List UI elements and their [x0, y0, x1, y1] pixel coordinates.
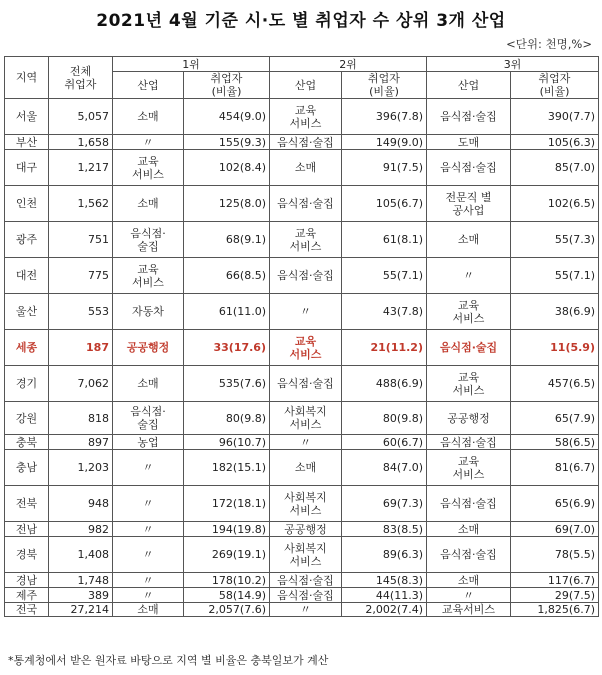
rank1-value-cell: 172(18.1) [184, 486, 270, 522]
rank2-value-cell: 60(6.7) [342, 435, 427, 450]
rank2-value-cell: 91(7.5) [342, 150, 427, 186]
rank1-value-cell: 155(9.3) [184, 135, 270, 150]
rank3-value-cell: 65(6.9) [511, 486, 599, 522]
total-cell: 1,748 [49, 573, 113, 588]
rank1-industry-cell: 교육 서비스 [113, 150, 184, 186]
rank2-value-cell: 55(7.1) [342, 258, 427, 294]
rank3-industry-cell: 음식점·술집 [427, 330, 511, 366]
rank3-value-cell: 117(6.7) [511, 573, 599, 588]
table-row [5, 366, 599, 402]
rank1-value-cell: 178(10.2) [184, 573, 270, 588]
rank2-value-cell: 21(11.2) [342, 330, 427, 366]
rank1-value-cell: 182(15.1) [184, 450, 270, 486]
rank3-industry-cell: 소매 [427, 522, 511, 537]
employment-table [4, 56, 599, 617]
header-employed-3: 취업자 (비율) [511, 72, 599, 99]
footnote: *통계청에서 받은 원자료 바탕으로 지역 별 비율은 충북일보가 계산 [8, 654, 329, 667]
rank2-industry-cell: 교육 서비스 [270, 222, 342, 258]
rank3-value-cell: 102(6.5) [511, 186, 599, 222]
rank2-value-cell: 84(7.0) [342, 450, 427, 486]
total-cell: 897 [49, 435, 113, 450]
rank1-industry-cell: 〃 [113, 573, 184, 588]
rank3-industry-cell: 음식점·술집 [427, 435, 511, 450]
rank3-value-cell: 65(7.9) [511, 402, 599, 435]
rank1-value-cell: 454(9.0) [184, 99, 270, 135]
rank3-value-cell: 29(7.5) [511, 588, 599, 603]
total-cell: 553 [49, 294, 113, 330]
header-total: 전체 취업자 [49, 57, 113, 99]
rank2-value-cell: 83(8.5) [342, 522, 427, 537]
region-cell: 광주 [5, 222, 49, 258]
rank2-value-cell: 149(9.0) [342, 135, 427, 150]
rank1-value-cell: 96(10.7) [184, 435, 270, 450]
rank3-value-cell: 1,825(6.7) [511, 603, 599, 617]
page-title: 2021년 4월 기준 시·도 별 취업자 수 상위 3개 산업 [96, 11, 506, 31]
rank2-value-cell: 43(7.8) [342, 294, 427, 330]
rank2-industry-cell: 〃 [270, 603, 342, 617]
region-cell: 경남 [5, 573, 49, 588]
region-cell: 대전 [5, 258, 49, 294]
region-cell: 세종 [5, 330, 49, 366]
rank2-value-cell: 2,002(7.4) [342, 603, 427, 617]
rank1-industry-cell: 〃 [113, 135, 184, 150]
rank1-industry-cell: 〃 [113, 588, 184, 603]
rank3-value-cell: 38(6.9) [511, 294, 599, 330]
total-cell: 27,214 [49, 603, 113, 617]
rank3-industry-cell: 소매 [427, 222, 511, 258]
total-cell: 1,408 [49, 537, 113, 573]
rank3-value-cell: 390(7.7) [511, 99, 599, 135]
rank2-industry-cell: 사회복지 서비스 [270, 402, 342, 435]
region-cell: 전남 [5, 522, 49, 537]
rank1-value-cell: 58(14.9) [184, 588, 270, 603]
table-row [5, 294, 599, 330]
table-row [5, 258, 599, 294]
rank3-industry-cell: 교육 서비스 [427, 366, 511, 402]
table-row [5, 573, 599, 588]
rank3-industry-cell: 소매 [427, 573, 511, 588]
table-row [5, 537, 599, 573]
unit-note: <단위: 천명,%> [506, 37, 592, 51]
rank2-industry-cell: 〃 [270, 294, 342, 330]
rank1-industry-cell: 소매 [113, 603, 184, 617]
rank2-value-cell: 61(8.1) [342, 222, 427, 258]
rank2-industry-cell: 〃 [270, 435, 342, 450]
region-cell: 강원 [5, 402, 49, 435]
rank3-value-cell: 78(5.5) [511, 537, 599, 573]
rank3-industry-cell: 교육 서비스 [427, 450, 511, 486]
header-employed-2: 취업자 (비율) [342, 72, 427, 99]
table-row [5, 330, 599, 366]
total-cell: 751 [49, 222, 113, 258]
total-cell: 5,057 [49, 99, 113, 135]
rank1-value-cell: 61(11.0) [184, 294, 270, 330]
region-cell: 부산 [5, 135, 49, 150]
table-row [5, 435, 599, 450]
table-row [5, 135, 599, 150]
region-cell: 인천 [5, 186, 49, 222]
rank3-industry-cell: 교육 서비스 [427, 294, 511, 330]
table-body [5, 99, 599, 617]
rank2-value-cell: 488(6.9) [342, 366, 427, 402]
rank1-value-cell: 33(17.6) [184, 330, 270, 366]
table-row [5, 186, 599, 222]
rank1-value-cell: 535(7.6) [184, 366, 270, 402]
rank2-industry-cell: 공공행정 [270, 522, 342, 537]
rank2-industry-cell: 음식점·술집 [270, 258, 342, 294]
rank1-value-cell: 102(8.4) [184, 150, 270, 186]
total-cell: 948 [49, 486, 113, 522]
total-cell: 1,217 [49, 150, 113, 186]
rank2-value-cell: 105(6.7) [342, 186, 427, 222]
rank3-value-cell: 457(6.5) [511, 366, 599, 402]
table-row [5, 450, 599, 486]
rank3-value-cell: 85(7.0) [511, 150, 599, 186]
rank1-industry-cell: 소매 [113, 366, 184, 402]
table-row [5, 588, 599, 603]
rank1-value-cell: 194(19.8) [184, 522, 270, 537]
rank1-value-cell: 125(8.0) [184, 186, 270, 222]
header-region: 지역 [5, 57, 49, 99]
rank2-value-cell: 69(7.3) [342, 486, 427, 522]
total-cell: 982 [49, 522, 113, 537]
rank3-value-cell: 105(6.3) [511, 135, 599, 150]
rank3-industry-cell: 전문직 별 공사업 [427, 186, 511, 222]
total-cell: 1,203 [49, 450, 113, 486]
rank2-industry-cell: 음식점·술집 [270, 573, 342, 588]
region-cell: 전북 [5, 486, 49, 522]
rank1-value-cell: 68(9.1) [184, 222, 270, 258]
table-row [5, 402, 599, 435]
region-cell: 경기 [5, 366, 49, 402]
header-industry-3: 산업 [427, 72, 511, 99]
rank3-industry-cell: 〃 [427, 588, 511, 603]
rank3-industry-cell: 공공행정 [427, 402, 511, 435]
region-cell: 경북 [5, 537, 49, 573]
rank1-value-cell: 269(19.1) [184, 537, 270, 573]
rank3-industry-cell: 도매 [427, 135, 511, 150]
rank1-industry-cell: 〃 [113, 537, 184, 573]
rank3-value-cell: 55(7.1) [511, 258, 599, 294]
rank2-value-cell: 396(7.8) [342, 99, 427, 135]
table-row [5, 222, 599, 258]
rank1-industry-cell: 농업 [113, 435, 184, 450]
total-cell: 187 [49, 330, 113, 366]
total-cell: 818 [49, 402, 113, 435]
rank2-value-cell: 89(6.3) [342, 537, 427, 573]
rank1-industry-cell: 〃 [113, 450, 184, 486]
region-cell: 충북 [5, 435, 49, 450]
table-row [5, 603, 599, 617]
region-cell: 울산 [5, 294, 49, 330]
total-cell: 1,562 [49, 186, 113, 222]
header-rank2: 2위 [270, 57, 427, 72]
total-cell: 7,062 [49, 366, 113, 402]
rank2-value-cell: 44(11.3) [342, 588, 427, 603]
rank2-industry-cell: 음식점·술집 [270, 366, 342, 402]
header-rank3: 3위 [427, 57, 599, 72]
rank3-value-cell: 69(7.0) [511, 522, 599, 537]
rank1-industry-cell: 공공행정 [113, 330, 184, 366]
rank1-industry-cell: 음식점· 술집 [113, 402, 184, 435]
region-cell: 충남 [5, 450, 49, 486]
rank2-value-cell: 145(8.3) [342, 573, 427, 588]
rank2-industry-cell: 소매 [270, 150, 342, 186]
table-row [5, 486, 599, 522]
rank3-value-cell: 55(7.3) [511, 222, 599, 258]
rank1-industry-cell: 소매 [113, 99, 184, 135]
header-rank1: 1위 [113, 57, 270, 72]
rank1-industry-cell: 교육 서비스 [113, 258, 184, 294]
rank2-industry-cell: 교육 서비스 [270, 330, 342, 366]
region-cell: 제주 [5, 588, 49, 603]
rank3-industry-cell: 음식점·술집 [427, 486, 511, 522]
total-cell: 775 [49, 258, 113, 294]
rank2-industry-cell: 음식점·술집 [270, 186, 342, 222]
total-cell: 1,658 [49, 135, 113, 150]
rank1-value-cell: 2,057(7.6) [184, 603, 270, 617]
rank1-value-cell: 66(8.5) [184, 258, 270, 294]
rank2-industry-cell: 음식점·술집 [270, 588, 342, 603]
rank2-industry-cell: 사회복지 서비스 [270, 486, 342, 522]
region-cell: 대구 [5, 150, 49, 186]
rank1-industry-cell: 〃 [113, 522, 184, 537]
total-cell: 389 [49, 588, 113, 603]
rank3-industry-cell: 음식점·술집 [427, 99, 511, 135]
rank3-value-cell: 11(5.9) [511, 330, 599, 366]
rank2-value-cell: 80(9.8) [342, 402, 427, 435]
table-row [5, 150, 599, 186]
header-industry-1: 산업 [113, 72, 184, 99]
rank3-industry-cell: 교육서비스 [427, 603, 511, 617]
rank2-industry-cell: 음식점·술집 [270, 135, 342, 150]
region-cell: 서울 [5, 99, 49, 135]
rank1-industry-cell: 소매 [113, 186, 184, 222]
header-industry-2: 산업 [270, 72, 342, 99]
rank1-industry-cell: 음식점· 술집 [113, 222, 184, 258]
rank2-industry-cell: 사회복지 서비스 [270, 537, 342, 573]
rank3-industry-cell: 〃 [427, 258, 511, 294]
region-cell: 전국 [5, 603, 49, 617]
rank1-industry-cell: 〃 [113, 486, 184, 522]
rank1-industry-cell: 자동차 [113, 294, 184, 330]
table-row [5, 522, 599, 537]
rank2-industry-cell: 교육 서비스 [270, 99, 342, 135]
rank3-industry-cell: 음식점·술집 [427, 150, 511, 186]
rank3-value-cell: 58(6.5) [511, 435, 599, 450]
header-employed-1: 취업자 (비율) [184, 72, 270, 99]
table-row [5, 99, 599, 135]
rank1-value-cell: 80(9.8) [184, 402, 270, 435]
rank3-industry-cell: 음식점·술집 [427, 537, 511, 573]
rank2-industry-cell: 소매 [270, 450, 342, 486]
rank3-value-cell: 81(6.7) [511, 450, 599, 486]
